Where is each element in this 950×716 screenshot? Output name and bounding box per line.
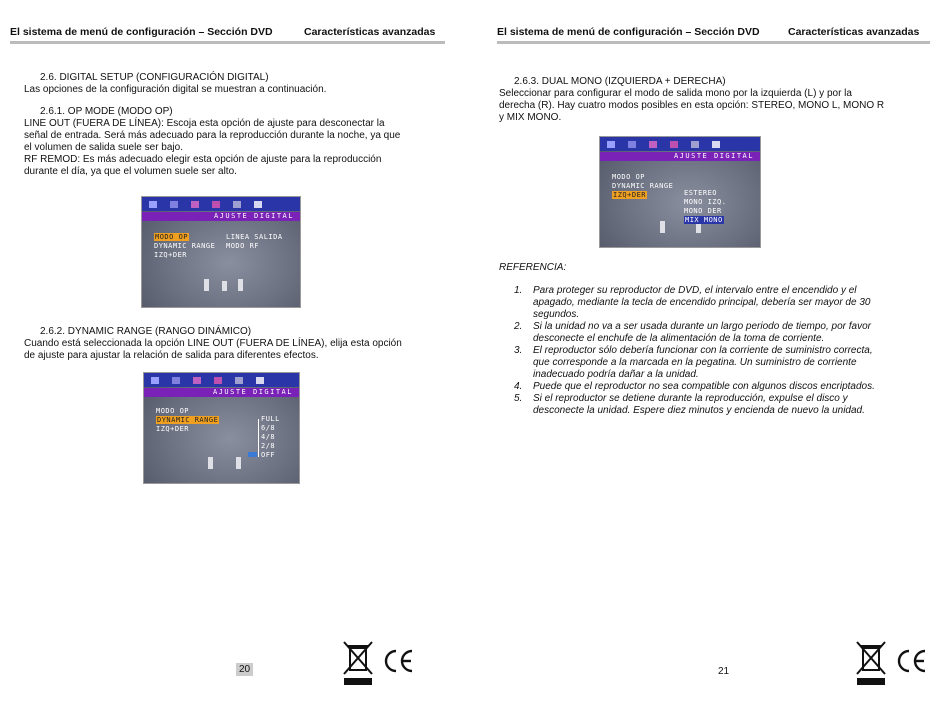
note-number: 4. <box>514 381 523 392</box>
level-slider-knob <box>248 452 257 457</box>
op-line: el volumen de salida suele ser bajo. <box>24 142 183 153</box>
dm-line: y MIX MONO. <box>499 112 562 123</box>
note-line: Puede que el reproductor no sea compatible con algunos discos encriptados. <box>533 381 875 392</box>
note-line: que corresponde a la marcada en la pegatina. Un suministro de corriente <box>533 357 857 368</box>
note-line: segundos. <box>533 309 580 320</box>
tv-icon <box>628 141 636 148</box>
right-header <box>497 26 920 38</box>
section-2-6-3-heading: 2.6.3. DUAL MONO (IZQUIERDA + DERECHA) <box>514 76 726 87</box>
level-2-8: 2/8 <box>261 442 276 450</box>
left-header-rule <box>10 41 445 44</box>
ce-mark-icon <box>382 648 414 674</box>
note-line: desconecte la unidad. Espere diez minutos y encienda de nuevo la unidad. <box>533 405 865 416</box>
osd-option-mono-izq: MONO IZQ. <box>684 198 727 206</box>
preference-icon <box>670 141 678 148</box>
weee-crossed-bin-icon <box>855 640 887 686</box>
osd-item-modo-op: MODO OP <box>156 407 190 415</box>
tv-icon <box>172 377 180 384</box>
left-header <box>10 26 436 38</box>
osd-screen-dual-mono <box>599 136 761 248</box>
ce-mark-icon <box>895 648 927 674</box>
audio-icon <box>649 141 657 148</box>
note-line: apagado, mediante la tecla de encendido principal, debería ser mayor de 30 <box>533 297 871 308</box>
level-scale-line <box>258 419 259 457</box>
level-full: FULL <box>261 415 280 423</box>
right-header-title: El sistema de menú de configuración – Sección DVD <box>497 26 760 38</box>
digital-setup-icon <box>712 141 720 148</box>
osd-icon-bar <box>144 373 299 387</box>
osd-item-izq-der: IZQ+DER <box>613 191 647 199</box>
digital-setup-icon <box>256 377 264 384</box>
audio-icon <box>191 201 199 208</box>
dr-line: Cuando está seleccionada la opción LINE OUT (FUERA DE LÍNEA), elija esta opción <box>24 338 402 349</box>
speaker-icon <box>233 201 241 208</box>
osd-option-mono-der: MONO DER <box>684 207 722 215</box>
note-line: Si la unidad no va a ser usada durante un largo periodo de tiempo, por favor <box>533 321 871 332</box>
note-line: Si el reproductor se detiene durante la reproducción, expulse el disco y <box>533 393 848 404</box>
monitor-icon <box>151 377 159 384</box>
osd-item-modo-op: MODO OP <box>155 233 189 241</box>
osd-item-dynamic-range: DYNAMIC RANGE <box>157 416 219 424</box>
section-2-6-desc: Las opciones de la configuración digital se muestran a continuación. <box>24 84 327 95</box>
note-line: El reproductor sólo debería funcionar con la corriente de suministro correcta, <box>533 345 873 356</box>
osd-screen-dynamic-range <box>143 372 300 484</box>
speaker-icon <box>691 141 699 148</box>
op-line: señal de entrada. Será más adecuado para la reproducción durante la noche, ya que <box>24 130 401 141</box>
tv-icon <box>170 201 178 208</box>
osd-item-dynamic-range: DYNAMIC RANGE <box>612 182 674 190</box>
section-2-6-1-heading: 2.6.1. OP MODE (MODO OP) <box>40 106 173 117</box>
osd-title: AJUSTE DIGITAL <box>212 388 293 396</box>
osd-option-estereo: ESTEREO <box>684 189 718 197</box>
op-line: durante el día, ya que el volumen suele ser alto. <box>24 166 237 177</box>
note-number: 5. <box>514 393 523 404</box>
osd-option-modo-rf: MODO RF <box>226 242 260 250</box>
osd-item-izq-der: IZQ+DER <box>156 425 190 433</box>
osd-screen-op-mode <box>141 196 301 308</box>
osd-icon-bar <box>142 197 300 211</box>
monitor-icon <box>607 141 615 148</box>
left-header-title: El sistema de menú de configuración – Sección DVD <box>10 26 273 38</box>
osd-item-dynamic-range: DYNAMIC RANGE <box>154 242 216 250</box>
page-number-left: 20 <box>236 664 253 675</box>
preference-icon <box>212 201 220 208</box>
osd-title: AJUSTE DIGITAL <box>673 152 754 160</box>
note-number: 2. <box>514 321 523 332</box>
osd-option-linea-salida: LINEA SALIDA <box>226 233 283 241</box>
note-number: 1. <box>514 285 523 296</box>
level-4-8: 4/8 <box>261 433 276 441</box>
left-header-right: Características avanzadas <box>304 26 436 38</box>
osd-item-izq-der: IZQ+DER <box>154 251 188 259</box>
note-number: 3. <box>514 345 523 356</box>
right-header-right: Características avanzadas <box>788 26 920 38</box>
section-2-6-2-heading: 2.6.2. DYNAMIC RANGE (RANGO DINÁMICO) <box>40 326 252 337</box>
right-header-rule <box>497 41 930 44</box>
level-off: OFF <box>261 451 276 459</box>
digital-setup-icon <box>254 201 262 208</box>
op-line: LINE OUT (FUERA DE LÍNEA): Escoja esta opción de ajuste para desconectar la <box>24 118 385 129</box>
op-line: RF REMOD: Es más adecuado elegir esta opción de ajuste para la reproducción <box>24 154 382 165</box>
monitor-icon <box>149 201 157 208</box>
speaker-icon <box>235 377 243 384</box>
osd-title: AJUSTE DIGITAL <box>213 212 294 220</box>
section-2-6-heading: 2.6. DIGITAL SETUP (CONFIGURACIÓN DIGITAL) <box>40 72 269 83</box>
osd-item-modo-op: MODO OP <box>612 173 646 181</box>
dr-line: de ajuste para ajustar la relación de salida para diferentes efectos. <box>24 350 319 361</box>
level-6-8: 6/8 <box>261 424 276 432</box>
note-line: inadecuado podría dañar a la unidad. <box>533 369 699 380</box>
audio-icon <box>193 377 201 384</box>
weee-crossed-bin-icon <box>342 640 374 686</box>
page-number-right: 21 <box>718 666 730 677</box>
preference-icon <box>214 377 222 384</box>
dm-line: Seleccionar para configurar el modo de salida mono por la izquierda (L) y por la <box>499 88 852 99</box>
osd-icon-bar <box>600 137 760 151</box>
note-line: Para proteger su reproductor de DVD, el intervalo entre el encendido y el <box>533 285 857 296</box>
note-line: desconecte el enchufe de la alimentación de la toma de corriente. <box>533 333 825 344</box>
dm-line: derecha (R). Hay cuatro modos posibles en esta opción: STEREO, MONO L, MONO R <box>499 100 885 111</box>
referencia-heading: REFERENCIA: <box>499 262 567 273</box>
osd-option-mix-mono: MIX MONO <box>685 216 723 224</box>
